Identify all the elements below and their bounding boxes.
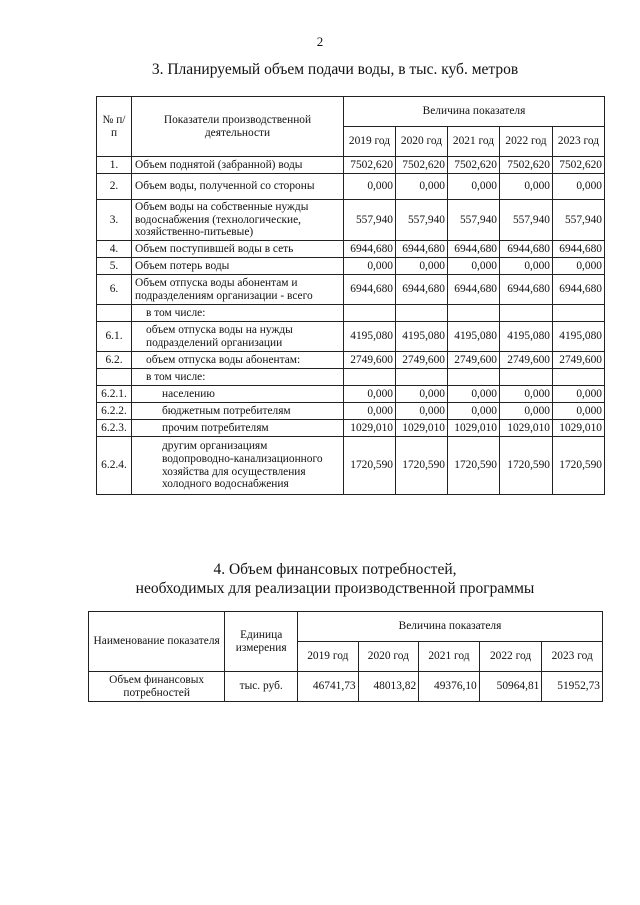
row-value: 0,000	[344, 258, 396, 275]
row-value: 0,000	[500, 403, 553, 420]
row-value: 4195,080	[396, 322, 448, 352]
row-value: 557,940	[396, 200, 448, 241]
water-supply-table	[96, 96, 605, 495]
row-indicator: в том числе:	[132, 305, 344, 322]
row-number	[97, 305, 132, 322]
section-3-title: 3. Планируемый объем подачи воды, в тыс. куб. метров	[151, 61, 519, 78]
row-value: 0,000	[396, 386, 448, 403]
header-year: 2021 год	[419, 642, 480, 672]
table-row	[97, 275, 605, 305]
row-value	[396, 369, 448, 386]
table-row	[89, 672, 603, 702]
row-value	[553, 369, 605, 386]
row-value: 6944,680	[553, 241, 605, 258]
header-year: 2020 год	[358, 642, 419, 672]
row-value: 1720,590	[344, 437, 396, 495]
row-value	[396, 305, 448, 322]
row-value	[448, 369, 500, 386]
row-value: 0,000	[448, 403, 500, 420]
row-indicator: Объем воды, полученной со стороны	[132, 174, 344, 200]
row-number: 6.	[97, 275, 132, 305]
row-indicator: Объем поступившей воды в сеть	[132, 241, 344, 258]
row-indicator: Объем отпуска воды абонентам и подразделениям организации - всего	[132, 275, 344, 305]
row-value	[344, 369, 396, 386]
section-4-title	[0, 560, 640, 598]
header-year: 2021 год	[448, 127, 500, 157]
row-value	[448, 305, 500, 322]
row-value: 1720,590	[448, 437, 500, 495]
row-value: 6944,680	[344, 241, 396, 258]
row-value: 2749,600	[344, 352, 396, 369]
row-value: 7502,620	[344, 157, 396, 174]
row-value: 7502,620	[500, 157, 553, 174]
row-value: 6944,680	[553, 275, 605, 305]
row-value: 1720,590	[396, 437, 448, 495]
row-value: 0,000	[500, 174, 553, 200]
row-value: 0,000	[344, 403, 396, 420]
table-row	[97, 241, 605, 258]
row-value: 6944,680	[448, 275, 500, 305]
row-value: 557,940	[344, 200, 396, 241]
row-number: 6.2.2.	[97, 403, 132, 420]
row-value: 2749,600	[396, 352, 448, 369]
row-value: 0,000	[448, 258, 500, 275]
row-value: 0,000	[553, 403, 605, 420]
row-value	[553, 305, 605, 322]
row-value	[500, 305, 553, 322]
header-year: 2019 год	[344, 127, 396, 157]
row-value	[500, 369, 553, 386]
header-year: 2019 год	[298, 642, 359, 672]
row-value: 1029,010	[344, 420, 396, 437]
row-value: 0,000	[344, 386, 396, 403]
header-year: 2023 год	[542, 642, 603, 672]
row-value: 557,940	[500, 200, 553, 241]
row-indicator: населению	[132, 386, 344, 403]
row-value: 0,000	[553, 258, 605, 275]
row-value: 46741,73	[298, 672, 359, 702]
row-name: Объем финансовых потребностей	[89, 672, 225, 702]
row-value: 6944,680	[344, 275, 396, 305]
table-row	[97, 174, 605, 200]
row-value: 4195,080	[553, 322, 605, 352]
row-value: 6944,680	[396, 275, 448, 305]
row-value: 4195,080	[500, 322, 553, 352]
header-year: 2022 год	[500, 127, 553, 157]
table-row	[97, 386, 605, 403]
row-value: 50964,81	[479, 672, 542, 702]
row-value: 7502,620	[448, 157, 500, 174]
row-value: 557,940	[553, 200, 605, 241]
row-indicator: Объем поднятой (забранной) воды	[132, 157, 344, 174]
header-year: 2020 год	[396, 127, 448, 157]
table-row	[97, 322, 605, 352]
row-value: 1720,590	[553, 437, 605, 495]
table-row	[97, 420, 605, 437]
row-indicator: объем отпуска воды абонентам:	[132, 352, 344, 369]
row-value: 6944,680	[500, 275, 553, 305]
row-value: 6944,680	[396, 241, 448, 258]
header-num: № п/п	[97, 97, 132, 157]
table-row	[97, 157, 605, 174]
row-value: 0,000	[344, 174, 396, 200]
row-value: 0,000	[553, 174, 605, 200]
row-value: 1029,010	[553, 420, 605, 437]
header-indicator: Показатели производственной деятельности	[132, 97, 344, 157]
row-indicator: Объем воды на собственные нужды водоснабжения (технологические, хозяйственно-питьевые)	[132, 200, 344, 241]
row-value: 51952,73	[542, 672, 603, 702]
row-indicator: бюджетным потребителям	[132, 403, 344, 420]
row-value: 0,000	[500, 386, 553, 403]
row-number: 1.	[97, 157, 132, 174]
row-value: 557,940	[448, 200, 500, 241]
row-value: 6944,680	[500, 241, 553, 258]
row-number: 6.2.	[97, 352, 132, 369]
row-number: 5.	[97, 258, 132, 275]
row-value: 48013,82	[358, 672, 419, 702]
row-value: 0,000	[396, 258, 448, 275]
row-indicator: Объем потерь воды	[132, 258, 344, 275]
header-value-group: Величина показателя	[298, 612, 603, 642]
row-number: 2.	[97, 174, 132, 200]
page-number: 2	[316, 34, 324, 49]
row-number: 6.2.4.	[97, 437, 132, 495]
table-row	[97, 437, 605, 495]
table-row	[97, 352, 605, 369]
row-number: 6.2.1.	[97, 386, 132, 403]
row-value: 1720,590	[500, 437, 553, 495]
row-value: 2749,600	[553, 352, 605, 369]
table-row	[97, 305, 605, 322]
row-value: 0,000	[448, 386, 500, 403]
row-value: 0,000	[553, 386, 605, 403]
financial-needs-table	[88, 611, 603, 702]
row-value	[344, 305, 396, 322]
row-number: 3.	[97, 200, 132, 241]
header-name: Наименование показателя	[89, 612, 225, 672]
row-value: 4195,080	[448, 322, 500, 352]
row-indicator: объем отпуска воды на нужды подразделений организации	[132, 322, 344, 352]
section-4-title-line2: необходимых для реализации производственной программы	[135, 580, 535, 597]
row-value: 1029,010	[396, 420, 448, 437]
row-value: 4195,080	[344, 322, 396, 352]
row-indicator: другим организациям водопроводно-канализационного хозяйства для осуществления холодного водоснабжения	[132, 437, 344, 495]
row-number	[97, 369, 132, 386]
row-value: 6944,680	[448, 241, 500, 258]
table-row	[97, 200, 605, 241]
row-number: 6.1.	[97, 322, 132, 352]
row-value: 49376,10	[419, 672, 480, 702]
row-value: 2749,600	[500, 352, 553, 369]
row-value: 7502,620	[553, 157, 605, 174]
header-unit: Единица измерения	[225, 612, 298, 672]
table-row	[97, 369, 605, 386]
row-indicator: прочим потребителям	[132, 420, 344, 437]
row-value: 1029,010	[500, 420, 553, 437]
row-value: 1029,010	[448, 420, 500, 437]
row-indicator: в том числе:	[132, 369, 344, 386]
row-value: 0,000	[500, 258, 553, 275]
row-value: 2749,600	[448, 352, 500, 369]
table-row	[97, 403, 605, 420]
table-row	[97, 258, 605, 275]
row-value: 0,000	[448, 174, 500, 200]
header-value-group: Величина показателя	[344, 97, 605, 127]
row-unit: тыс. руб.	[225, 672, 298, 702]
row-value: 7502,620	[396, 157, 448, 174]
header-year: 2022 год	[479, 642, 542, 672]
row-value: 0,000	[396, 174, 448, 200]
row-number: 4.	[97, 241, 132, 258]
row-value: 0,000	[396, 403, 448, 420]
row-number: 6.2.3.	[97, 420, 132, 437]
section-4-title-line1: 4. Объем финансовых потребностей,	[213, 561, 457, 578]
header-year: 2023 год	[553, 127, 605, 157]
